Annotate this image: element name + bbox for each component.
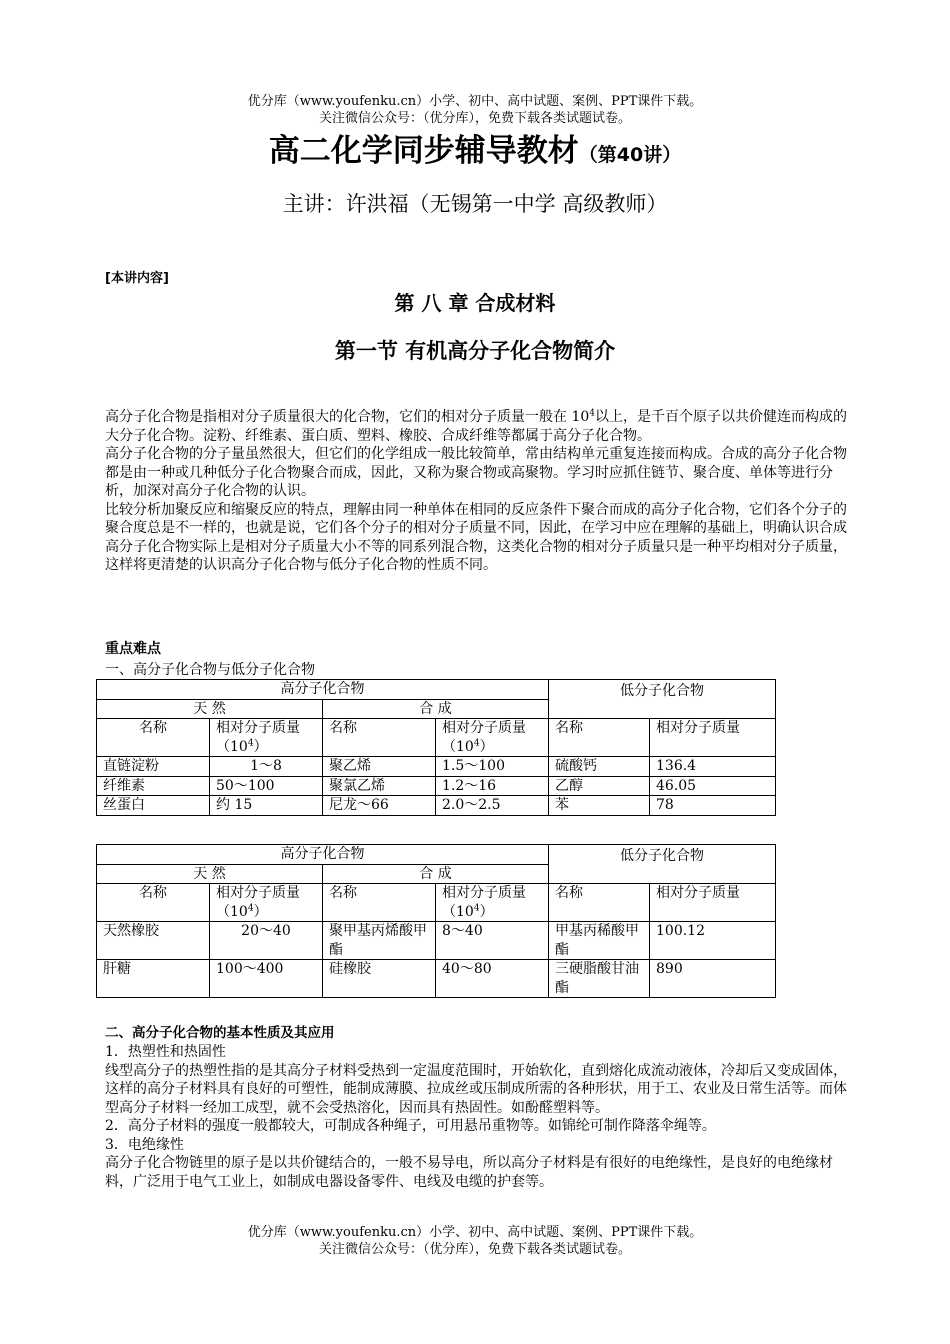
table-column-header-row <box>97 884 776 922</box>
col-name: 名称 <box>549 719 650 757</box>
small-mass: 136.4 <box>650 757 776 777</box>
small-mass: 100.12 <box>650 922 776 960</box>
footer-line-1: 优分库（www.youfenku.cn）小学、初中、高中试题、案例、PPT课件下载。 <box>247 1225 703 1240</box>
small-mass: 46.05 <box>650 776 776 796</box>
synthetic-name: 尼龙～66 <box>323 796 436 816</box>
part2-item-3: 3．电绝缘性 <box>105 1136 184 1153</box>
small-name: 三硬脂酸甘油酯 <box>549 960 650 998</box>
rel-mass-sup: 4 <box>247 737 254 748</box>
small-molecule-header: 低分子化合物 <box>549 845 776 884</box>
natural-header: 天 然 <box>97 864 323 884</box>
table-row <box>97 796 776 816</box>
natural-mass: 20～40 <box>210 922 323 960</box>
synthetic-mass: 2.0～2.5 <box>436 796 549 816</box>
key-points-heading: 重点难点 <box>105 641 161 657</box>
natural-name: 丝蛋白 <box>97 796 210 816</box>
polymer-header: 高分子化合物 <box>97 845 549 865</box>
col-rel-mass-plain: 相对分子质量 <box>650 719 776 757</box>
table-row <box>97 757 776 777</box>
intro-text <box>105 408 860 575</box>
synthetic-name: 聚氯乙烯 <box>323 776 436 796</box>
rel-mass-label: 相对分子质量（10 <box>442 885 526 920</box>
intro-p1-sup: 4 <box>589 408 595 419</box>
footer-line-2: 关注微信公众号：（优分库），免费下载各类试题试卷。 <box>318 1242 631 1257</box>
section-title: 第一节 有机高分子化合物简介 <box>334 339 616 363</box>
lecturer: 主讲：许洪福（无锡第一中学 高级教师） <box>282 192 668 216</box>
part2-item-3-text: 高分子化合物链里的原子是以共价键结合的，一般不易导电，所以高分子材料是有很好的电绝缘性，是良好的电绝缘材料，广泛用于电气工业上，如制成电器设备零件、电线及电缆的护套等。 <box>105 1155 833 1190</box>
natural-name: 直链淀粉 <box>97 757 210 777</box>
part2-title: 二、高分子化合物的基本性质及其应用 <box>105 1025 335 1041</box>
col-name: 名称 <box>97 719 210 757</box>
small-mass: 890 <box>650 960 776 998</box>
part2-item-1: 1．热塑性和热固性 <box>105 1044 226 1060</box>
table-row <box>97 922 776 960</box>
col-name: 名称 <box>323 884 436 922</box>
col-name: 名称 <box>549 884 650 922</box>
natural-name: 肝糖 <box>97 960 210 998</box>
title-main: 高二化学同步辅导教材 <box>268 133 579 169</box>
col-rel-mass <box>210 719 323 757</box>
header-line-2: 关注微信公众号：（优分库），免费下载各类试题试卷。 <box>318 111 631 126</box>
page-title <box>0 130 950 176</box>
comparison-table-2 <box>96 844 776 998</box>
natural-mass: 1～8 <box>210 757 323 777</box>
synthetic-name: 硅橡胶 <box>323 960 436 998</box>
synthetic-mass: 1.5～100 <box>436 757 549 777</box>
small-name: 乙醇 <box>549 776 650 796</box>
content-label: [本讲内容] <box>105 271 169 286</box>
col-name: 名称 <box>323 719 436 757</box>
title-lecture: （第40讲） <box>578 144 682 166</box>
intro-paragraph-1 <box>105 408 860 445</box>
part1-title: 一、高分子化合物与低分子化合物 <box>105 662 315 678</box>
natural-mass: 50～100 <box>210 776 323 796</box>
col-rel-mass <box>436 719 549 757</box>
part2-item-2: 2．高分子材料的强度一般都较大，可制成各种绳子，可用悬吊重物等。如锦纶可制作降落伞绳等。 <box>105 1118 716 1134</box>
small-molecule-header: 低分子化合物 <box>549 680 776 719</box>
small-name: 硫酸钙 <box>549 757 650 777</box>
synthetic-mass: 8～40 <box>436 922 549 960</box>
col-name: 名称 <box>97 884 210 922</box>
table-row <box>97 776 776 796</box>
table-column-header-row <box>97 719 776 757</box>
part2-body <box>105 1043 860 1191</box>
natural-name: 纤维素 <box>97 776 210 796</box>
synthetic-mass: 1.2～16 <box>436 776 549 796</box>
header-line-1: 优分库（www.youfenku.cn）小学、初中、高中试题、案例、PPT课件下载。 <box>247 94 703 109</box>
rel-mass-label: 相对分子质量（10 <box>216 885 300 920</box>
intro-paragraph-3: 比较分析加聚反应和缩聚反应的特点，理解由同一种单体在相同的反应条件下聚合而成的高分子化合物，它们各个分子的聚合度总是不一样的，也就是说，它们各个分子的相对分子质量不同，因此，在学习中应在理解的基础上，明确认识合成高分子化合物实际上是相对分子质量大小不等的同系列混合物，这类化合物的相对分子质量只是一种平均相对分子质量，这样将更清楚的认识高分子化合物与低分子化合物的性质不同。 <box>105 501 847 573</box>
chapter-title: 第 八 章 合成材料 <box>394 291 556 315</box>
rel-mass-close: ） <box>253 903 268 920</box>
natural-mass: 约 15 <box>210 796 323 816</box>
col-rel-mass <box>210 884 323 922</box>
table-header-row <box>97 680 776 700</box>
table-row <box>97 960 776 998</box>
col-rel-mass <box>436 884 549 922</box>
rel-mass-sup: 4 <box>473 902 480 913</box>
natural-name: 天然橡胶 <box>97 922 210 960</box>
rel-mass-close: ） <box>479 738 494 755</box>
rel-mass-sup: 4 <box>473 737 480 748</box>
synthetic-header: 合 成 <box>323 699 549 719</box>
synthetic-header: 合 成 <box>323 864 549 884</box>
intro-paragraph-2: 高分子化合物的分子量虽然很大，但它们的化学组成一般比较简单，常由结构单元重复连接而构成。合成的高分子化合物都是由一种或几种低分子化合物聚合而成，因此，又称为聚合物或高聚物。学习时应抓住链节、聚合度、单体等进行分析，加深对高分子化合物的认识。 <box>105 446 847 499</box>
small-name: 甲基丙稀酸甲酯 <box>549 922 650 960</box>
table-header-row <box>97 845 776 865</box>
part2-item-1-text: 线型高分子的热塑性指的是其高分子材料受热到一定温度范围时，开始软化，直到熔化成流动液体，冷却后又变成固体，这样的高分子材料具有良好的可塑性，能制成薄膜、拉成丝或压制成所需的各种形状，用于工、农业及日常生活等。而体型高分子材料一经加工成型，就不会受热溶化，因而具有热固性。如酚醛塑料等。 <box>105 1062 847 1116</box>
small-mass: 78 <box>650 796 776 816</box>
col-rel-mass-plain: 相对分子质量 <box>650 884 776 922</box>
synthetic-mass: 40～80 <box>436 960 549 998</box>
rel-mass-close: ） <box>253 738 268 755</box>
synthetic-name: 聚甲基丙烯酸甲酯 <box>323 922 436 960</box>
polymer-header: 高分子化合物 <box>97 680 549 700</box>
synthetic-name: 聚乙烯 <box>323 757 436 777</box>
rel-mass-sup: 4 <box>247 902 254 913</box>
intro-p1-a: 高分子化合物是指相对分子质量很大的化合物，它们的相对分子质量一般在 10 <box>105 409 590 425</box>
rel-mass-label: 相对分子质量（10 <box>442 720 526 755</box>
intro-p1-b: 以上，是千百个原子以共价健连而构成的大分子化合物。淀粉、纤维素、蛋白质、塑料、橡胶、合成纤维等都属于高分子化合物。 <box>105 409 847 444</box>
small-name: 苯 <box>549 796 650 816</box>
rel-mass-label: 相对分子质量（10 <box>216 720 300 755</box>
rel-mass-close: ） <box>479 903 494 920</box>
natural-header: 天 然 <box>97 699 323 719</box>
natural-mass: 100～400 <box>210 960 323 998</box>
comparison-table-1 <box>96 679 776 816</box>
